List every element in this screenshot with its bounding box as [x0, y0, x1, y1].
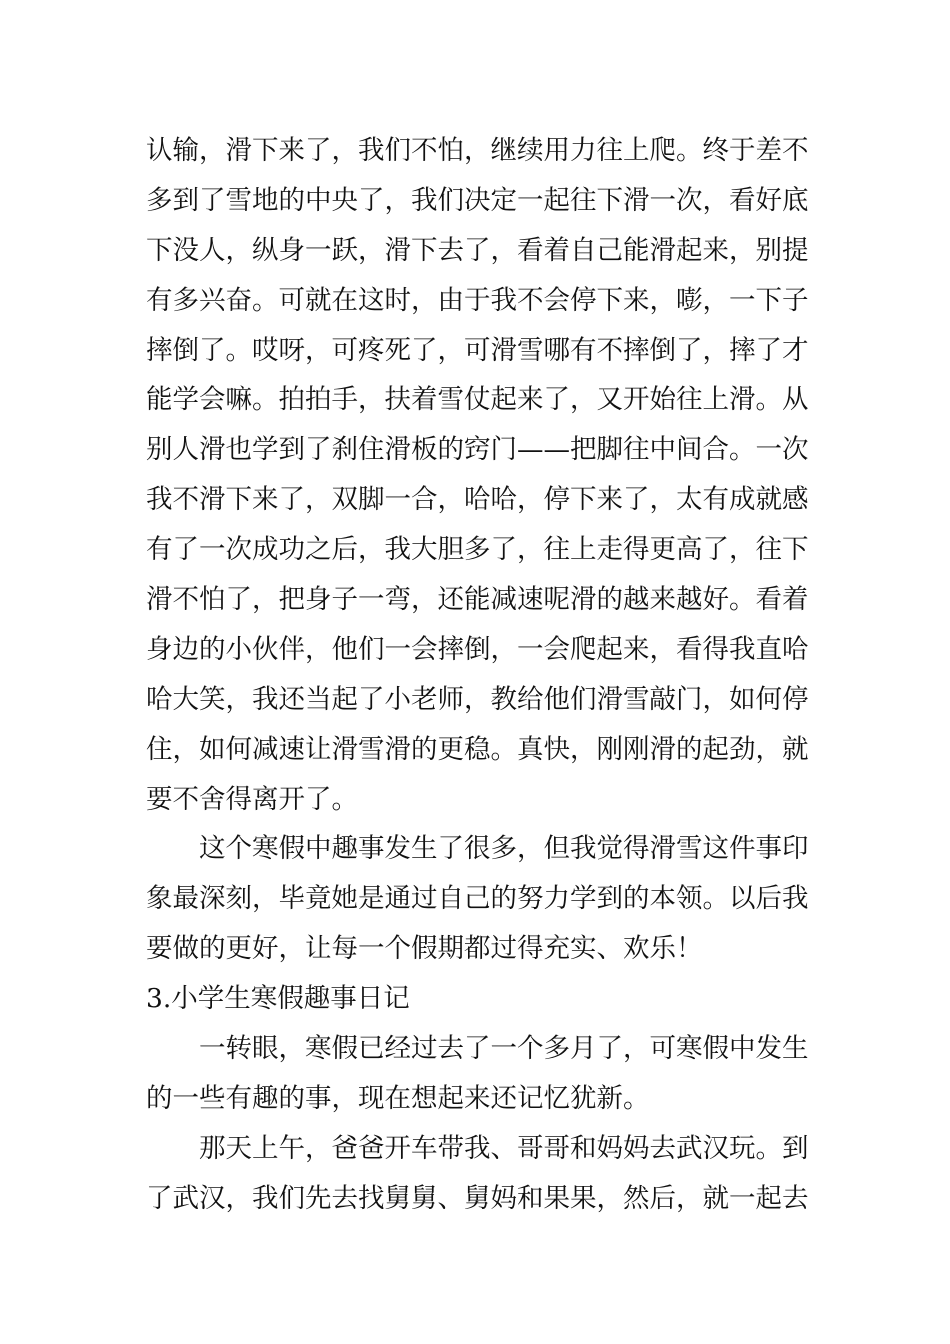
text-line: 摔倒了。哎呀，可疼死了，可滑雪哪有不摔倒了，摔了才: [146, 334, 809, 366]
text-line: 下没人，纵身一跃，滑下去了，看着自己能滑起来，别提: [146, 234, 809, 266]
text-line: 多到了雪地的中央了，我们决定一起往下滑一次，看好底: [146, 184, 809, 216]
paragraph-start-line: 这个寒假中趣事发生了很多，但我觉得滑雪这件事印: [199, 833, 809, 865]
body-text: [146, 126, 816, 1224]
paragraph-start-line: 一转眼，寒假已经过去了一个多月了，可寒假中发生: [199, 1033, 809, 1065]
text-line: 的一些有趣的事，现在想起来还记忆犹新。: [146, 1082, 650, 1114]
text-line: 身边的小伙伴，他们一会摔倒，一会爬起来，看得我直哈: [146, 633, 809, 665]
text-line: 住，如何减速让滑雪滑的更稳。真快，刚刚滑的起劲，就: [146, 733, 809, 765]
text-line: 有了一次成功之后，我大胆多了，往上走得更高了，往下: [146, 534, 809, 566]
text-line: 了武汉，我们先去找舅舅、舅妈和果果，然后，就一起去: [146, 1182, 809, 1214]
text-line: 能学会嘛。拍拍手，扶着雪仗起来了，又开始往上滑。从: [146, 384, 809, 416]
text-line: 要不舍得离开了。: [146, 783, 358, 815]
section-heading: 3.小学生寒假趣事日记: [146, 983, 410, 1015]
text-line: 我不滑下来了，双脚一合，哈哈，停下来了，太有成就感: [146, 484, 809, 516]
text-line: 象最深刻，毕竟她是通过自己的努力学到的本领。以后我: [146, 883, 809, 915]
text-line: 滑不怕了，把身子一弯，还能减速呢滑的越来越好。看着: [146, 584, 809, 616]
text-line: 认输，滑下来了，我们不怕，继续用力往上爬。终于差不: [146, 135, 809, 166]
text-line: 别人滑也学到了刹住滑板的窍门——把脚往中间合。一次: [146, 434, 809, 466]
text-line: 要做的更好，让每一个假期都过得充实、欢乐！: [146, 933, 703, 965]
paragraph-start-line: 那天上午，爸爸开车带我、哥哥和妈妈去武汉玩。到: [199, 1132, 809, 1164]
text-line: 哈大笑，我还当起了小老师，教给他们滑雪敲门，如何停: [146, 683, 809, 715]
text-line: 有多兴奋。可就在这时，由于我不会停下来，嘭，一下子: [146, 284, 809, 316]
